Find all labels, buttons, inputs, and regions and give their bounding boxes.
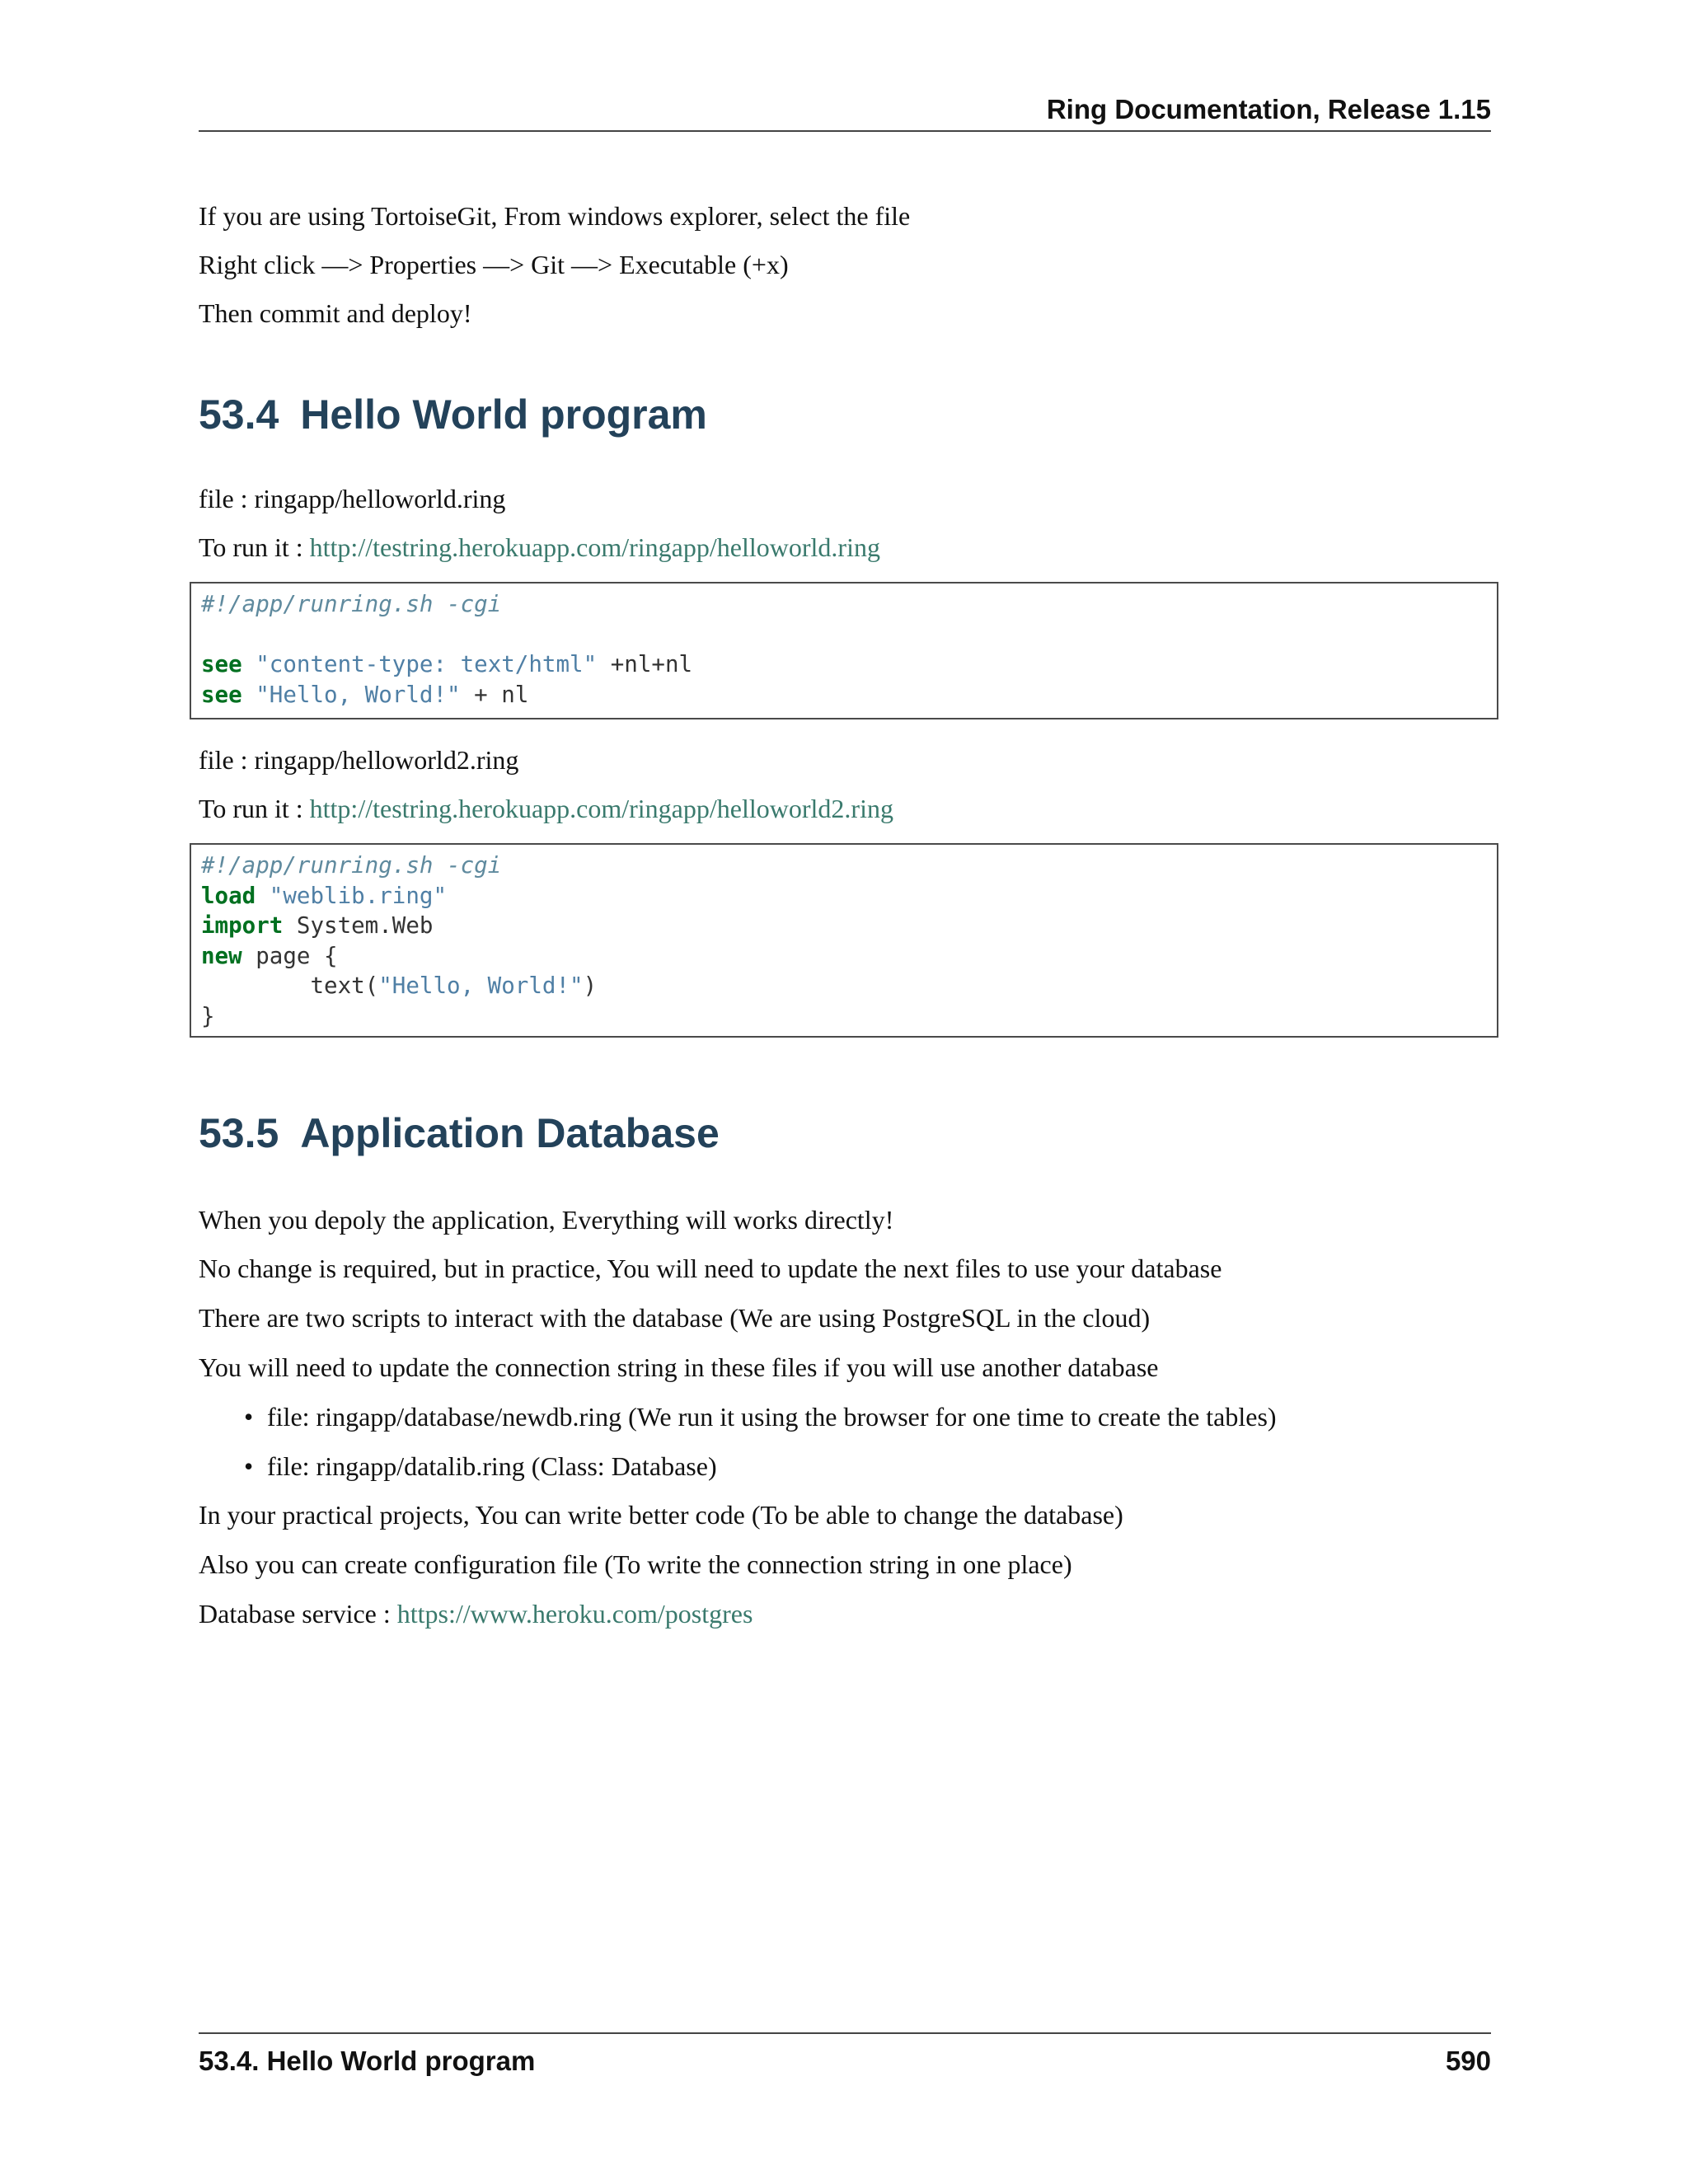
code-line [201, 911, 1487, 941]
code-line [201, 881, 1487, 912]
section-title-text: Hello World program [300, 391, 707, 438]
code-text: System.Web [283, 912, 434, 939]
footer-section-title: 53.4. Hello World program [199, 2046, 536, 2076]
code-text: + nl [460, 681, 529, 708]
database-file-list [199, 1400, 1277, 1499]
section-53-4-heading [199, 390, 707, 439]
code-string: "weblib.ring" [269, 882, 448, 909]
bullet-icon: • [244, 1451, 254, 1481]
file1-label: file : ringapp/helloworld.ring [199, 484, 506, 513]
code-line [201, 589, 1487, 620]
file2-label: file : ringapp/helloworld2.ring [199, 745, 519, 775]
run2-prefix: To run it : [199, 794, 310, 823]
intro-line-3: Then commit and deploy! [199, 298, 472, 328]
code-string: "Hello, World!" [256, 681, 461, 708]
run1-prefix: To run it : [199, 532, 310, 562]
code-keyword: see [201, 681, 242, 708]
code-line [201, 649, 1487, 680]
database-service-prefix: Database service : [199, 1599, 397, 1629]
code-text: +nl+nl [597, 651, 693, 677]
intro-line-2: Right click —> Properties —> Git —> Executable (+x) [199, 250, 789, 279]
list-item-text: file: ringapp/datalib.ring (Class: Database) [267, 1451, 717, 1481]
database-paragraph-6: Also you can create configuration file (To write the connection string in one place) [199, 1549, 1072, 1579]
run1-line [199, 531, 880, 564]
code-string: "Hello, World!" [378, 972, 584, 999]
running-header: Ring Documentation, Release 1.15 [199, 92, 1491, 132]
code-text: ) [583, 972, 598, 999]
helloworld-link[interactable]: http://testring.herokuapp.com/ringapp/helloworld.ring [309, 532, 880, 562]
code-keyword: load [201, 882, 256, 909]
database-paragraph-4: You will need to update the connection string in these files if you will use another database [199, 1352, 1159, 1382]
database-paragraph-2: No change is required, but in practice, You will need to update the next files to use your database [199, 1254, 1222, 1283]
code-keyword: new [201, 942, 242, 969]
section-number: 53.4 [199, 391, 279, 438]
bullet-icon: • [244, 1402, 254, 1432]
section-title-text: Application Database [300, 1110, 720, 1156]
database-service-line [199, 1597, 753, 1630]
running-footer [199, 2032, 1491, 2076]
code-text: text( [201, 972, 379, 999]
section-53-5-heading [199, 1108, 720, 1158]
code-line [201, 680, 1487, 710]
database-paragraph-1: When you depoly the application, Everything will works directly! [199, 1205, 894, 1235]
page-number: 590 [1445, 2046, 1491, 2076]
list-item [199, 1400, 1277, 1433]
heroku-postgres-link[interactable]: https://www.heroku.com/postgres [396, 1599, 753, 1629]
list-item [199, 1450, 1277, 1483]
helloworld2-link[interactable]: http://testring.herokuapp.com/ringapp/helloworld2.ring [309, 794, 893, 823]
code-line [201, 941, 1487, 972]
code-line [201, 851, 1487, 881]
code-line [201, 971, 1487, 1001]
database-paragraph-5: In your practical projects, You can write better code (To be able to change the database) [199, 1500, 1123, 1530]
code-block-helloworld [190, 582, 1498, 719]
code-text: page { [241, 942, 338, 969]
code-text: } [201, 1002, 215, 1029]
code-string: "content-type: text/html" [256, 651, 598, 677]
run2-line [199, 792, 893, 825]
section-number: 53.5 [199, 1110, 279, 1156]
database-paragraph-3: There are two scripts to interact with the database (We are using PostgreSQL in the cloud) [199, 1303, 1151, 1333]
code-keyword: import [201, 912, 284, 939]
code-line [201, 1001, 1487, 1032]
list-item-text: file: ringapp/database/newdb.ring (We run it using the browser for one time to create the tables) [267, 1402, 1277, 1432]
code-comment: #!/app/runring.sh -cgi [201, 852, 502, 879]
intro-line-1: If you are using TortoiseGit, From windows explorer, select the file [199, 201, 911, 231]
code-comment: #!/app/runring.sh -cgi [201, 591, 502, 617]
code-block-helloworld2 [190, 843, 1498, 1038]
code-line-blank [201, 620, 1487, 650]
code-keyword: see [201, 651, 242, 677]
